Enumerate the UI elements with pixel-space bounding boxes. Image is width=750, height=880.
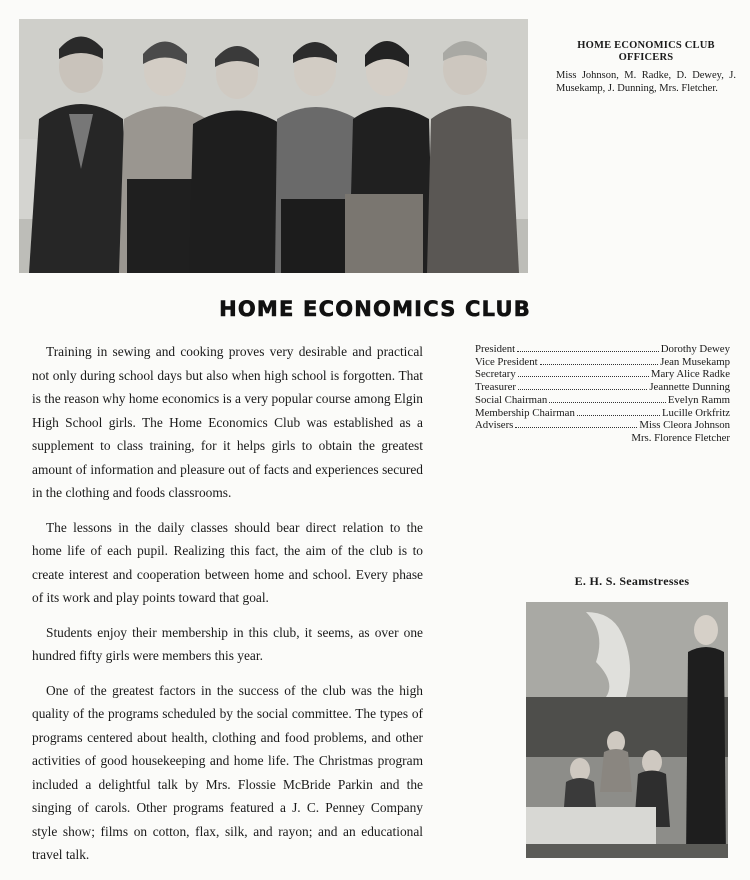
roster-name: Miss Cleora Johnson: [639, 419, 730, 432]
roster-row: [475, 381, 730, 394]
roster-row: [475, 368, 730, 381]
roster-row: [475, 407, 730, 420]
body-text: [32, 340, 423, 878]
roster-role: Vice President: [475, 355, 538, 368]
roster-name: Mrs. Florence Fletcher: [631, 431, 730, 444]
roster-row: [475, 419, 730, 432]
leader-dots: [518, 376, 649, 377]
roster-role: Treasurer: [475, 381, 516, 394]
seamstresses-photo: [526, 602, 728, 858]
roster-name: Jeannette Dunning: [649, 381, 730, 394]
body-paragraph: Students enjoy their membership in this club, it seems, as over one hundred fifty girls were members this year.: [32, 624, 423, 663]
leader-dots: [518, 389, 647, 390]
page-heading: HOME ECONOMICS CLUB: [219, 297, 531, 321]
roster-row: [475, 356, 730, 369]
roster-role: Advisers: [475, 419, 514, 432]
roster-role: Membership Chairman: [475, 406, 575, 419]
roster-name: Evelyn Ramm: [667, 393, 730, 406]
roster-row: [475, 394, 730, 407]
roster-role: President: [475, 343, 516, 355]
roster-role: Social Chairman: [475, 393, 548, 406]
leader-dots: [577, 415, 660, 416]
officers-group-photo: [19, 19, 528, 273]
officers-caption: [556, 40, 736, 95]
body-paragraph: The lessons in the daily classes should bear direct relation to the home life of each pupil. Realizing this fact, the aim of the club is to create interest and cooperation between home and school. Every phase of its work and play points toward that goal.: [32, 519, 423, 605]
roster-role: Secretary: [475, 368, 516, 381]
roster-row-continuation: [475, 432, 730, 445]
roster-name: Dorothy Dewey: [660, 343, 730, 355]
seamstresses-caption: E. H. S. Seamstresses: [574, 574, 690, 588]
officer-roster: [475, 343, 730, 445]
roster-name: Jean Musekamp: [660, 355, 730, 368]
roster-row: [475, 343, 730, 356]
leader-dots: [515, 427, 637, 428]
roster-name: Mary Alice Radke: [650, 368, 730, 381]
leader-dots: [549, 402, 666, 403]
officers-caption-names: Miss Johnson, M. Radke, D. Dewey, J. Musekamp, J. Dunning, Mrs. Fletcher.: [556, 70, 736, 94]
roster-name: Lucille Orkfritz: [661, 406, 730, 419]
body-paragraph: One of the greatest factors in the success of the club was the high quality of the programs scheduled by the social committee. The types of programs centered about health, clothing and food problems, and other activities of good housekeeping and home life. The Christmas program included a delightful talk by Mrs. Flossie McBride Parkin and the singing of carols. Other programs featured a J. C. Penney Company style show; films on cotton, flax, silk, and rayon; and an educational travel talk.: [32, 682, 423, 862]
officers-caption-title: HOME ECONOMICS CLUB OFFICERS: [577, 40, 715, 63]
leader-dots: [540, 364, 659, 365]
leader-dots: [517, 351, 659, 352]
body-paragraph: Training in sewing and cooking proves very desirable and practical not only during school days but also when high school is forgotten. That is the reason why home economics is a very popular course among Elgin High School girls. The Home Economics Club was established as a supplement to class training, for it helps girls to obtain the greatest amount of information and pleasure out of facts and experiences secured in the clothing and foods classrooms.: [32, 344, 423, 500]
